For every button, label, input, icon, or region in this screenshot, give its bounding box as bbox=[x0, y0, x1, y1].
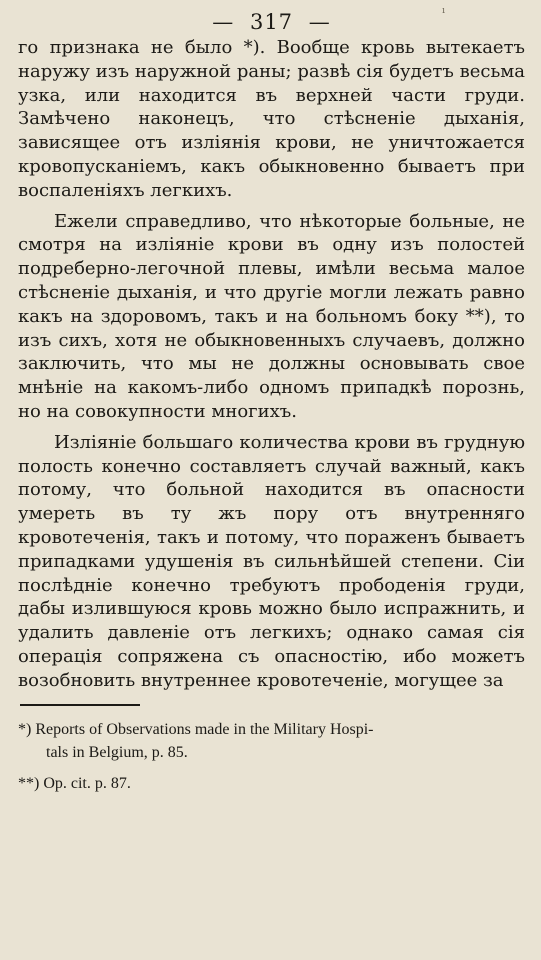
footnote-1-line-2: tals in Belgium, p. 85. bbox=[46, 743, 188, 761]
footnote-1 bbox=[18, 718, 525, 764]
header-dash-left: — bbox=[212, 10, 235, 34]
footnote-1-line-1: *) Reports of Observations made in the Military Hospi- bbox=[18, 720, 374, 738]
paragraph-continued: го признака не было *). Вообще кровь вытекаетъ наружу изъ наружной раны; развѣ сія будетъ весьма узка, или находится въ верхней части груди. Замѣчено наконецъ, что стѣсненіе дыханія, зависящее отъ изліянія крови, не уничтожается кровопусканіемъ, какъ обыкновенно бываетъ при воспаленіяхъ легкихъ. bbox=[18, 37, 525, 201]
paragraph: Изліяніе большаго количества крови въ грудную полость конечно составляетъ случай важный, какъ потому, что больной находится въ опасности умереть въ ту жъ пору отъ внутренняго кровотеченія, такъ и потому, что пораженъ бываетъ припадками удушенія въ сильнѣйшей степени. Сіи послѣдніе конечно требуютъ прободенія груди, дабы излившуюся кровь можно было испражнить, и удалить давленіе отъ легкихъ; однако самая сія операція сопряжена съ опасностію, ибо можетъ возобновить внутреннее кровотеченіе, могущее за bbox=[18, 431, 525, 691]
footnotes bbox=[18, 718, 525, 795]
footnote-2-line-1: **) Op. cit. p. 87. bbox=[18, 774, 131, 792]
footnote-separator bbox=[20, 704, 140, 706]
header-dash-right: — bbox=[308, 10, 331, 34]
corner-mark: ı bbox=[442, 6, 445, 16]
page-header bbox=[18, 10, 525, 36]
body-text bbox=[18, 36, 525, 693]
paragraph: Ежели справедливо, что нѣкоторые больные, не смотря на изліяніе крови въ одну изъ полостей подреберно-легочной плевы, имѣли весьма малое стѣсненіе дыханія, и что другіе могли лежать равно какъ на здоровомъ, такъ и на больномъ боку **), то изъ сихъ, хотя не обыкновенныхъ случаевъ, должно заключить, что мы не должны основывать свое мнѣніе на какомъ-либо одномъ припадкѣ порознь, но на совокупности многихъ. bbox=[18, 210, 525, 422]
footnote-2 bbox=[18, 772, 525, 795]
page-number: 317 bbox=[249, 10, 294, 34]
